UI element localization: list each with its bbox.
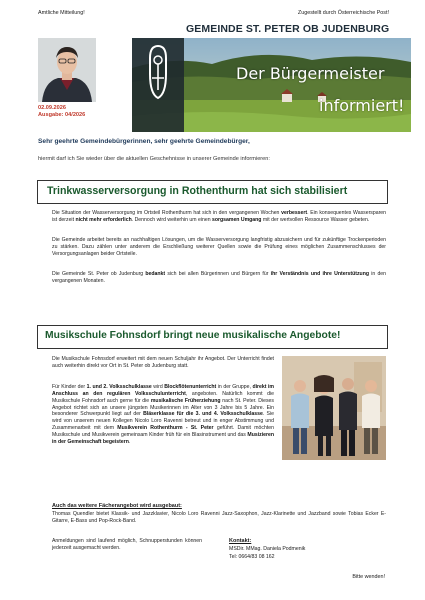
page-title: GEMEINDE ST. PETER OB JUDENBURG — [186, 23, 390, 35]
contact-phone: Tel: 0664/83 08 162 — [229, 554, 275, 560]
banner-image — [132, 38, 411, 132]
contact-label: Kontakt: — [229, 538, 252, 544]
issue-date: 02.09.2026 — [38, 105, 66, 111]
issue-info — [38, 105, 85, 120]
section1-paragraph-3: Die Gemeinde St. Peter ob Judenburg bedankt sich bei allen Bürgerinnen und Bürgern für ihr Verständnis und ihre Unterstützung in den vergangenen Monaten. — [52, 271, 387, 284]
intro-text: hiermit darf ich Sie wieder über die aktuellen Geschehnisse in unserer Gemeinde informieren: — [38, 156, 270, 162]
issue-number: Ausgabe: 04/2026 — [38, 112, 86, 119]
mayor-photo — [38, 38, 96, 102]
greeting: Sehr geehrte Gemeindebürgerinnen, sehr geehrte Gemeindebürger, — [38, 138, 250, 145]
section1-paragraph-1: Die Situation der Wasserversorgung im Ortsteil Rothenthurm hat sich in den vergangenen Wochen verbessert. Ein konsequentes Wassersparen ist derzeit nicht mehr erforderlich. Dennoch wird weiterhin um einen sorgsamen Umgang mit der wertvollen Ressource Wasser gebeten. — [52, 210, 387, 223]
section1-paragraph-2: Die Gemeinde arbeitet bereits an nachhaltigen Lösungen, um die Wasserversorgung langfristig abzusichern und für zukünftige Trockenperioden zu stärken. Dazu zählen unter anderem die Erschließung weiterer Quellen sowie die Prüfung eines möglichen Zusammenschlusses der Versorgungsanlagen beider Ortsteile. — [52, 237, 386, 257]
banner-headline-2: informiert! — [319, 96, 405, 115]
music-teachers-photo — [282, 356, 386, 460]
banner-headline-1: Der Bürgermeister — [236, 64, 385, 83]
offer-text: Thomas Quendler bietet Klassik- und Jazzklavier, Nicolo Loro Ravenni Jazz-Saxophon, Jazz-Klarinette und Jazzband sowie Tobias Ecker E-Gitarre, E-Bass und Pop-Rock-Band. — [52, 511, 386, 524]
section1-title: Trinkwasserversorgung in Rothenthurm hat sich stabilisiert — [47, 185, 348, 197]
section2-paragraph-2: Für Kinder der 1. und 2. Volksschulklasse wird Blockflötenunterricht in der Gruppe, direkt im Anschluss an den regulären Volksschulunterricht, angeboten. Natürlich kommt die Musikschule Fohnsdorf auch gerne für die musikalische Früherziehung nach St. Peter. Dieses Angebot richtet sich an unsere jüngsten Musikerinnen im Alter von 3 Jahre bis 5 Jahre. Ein besonderer Schwerpunkt liegt auf der Bläserklasse für die 3. und 4. Volksschulklasse. Sie wird von unserem neuen Kollegen Nicolo Loro Ravenni betreut und in enger Abstimmung und Zusammenarbeit mit dem Musikverein Rothenthurm - St. Peter geführt. Damit möchten Musikschule und Musikverein gemeinsam Kinder früh für ein Blasinstrument und das Musizieren in der Gemeinschaft begeistern. — [52, 384, 274, 445]
section2-paragraph-1: Die Musikschule Fohnsdorf erweitert mit dem neuen Schuljahr ihr Angebot. Der Unterricht findet auch weiterhin direkt vor Ort in St. Peter ob Judenburg statt. — [52, 356, 274, 369]
section2-title: Musikschule Fohnsdorf bringt neue musikalische Angebote! — [45, 330, 341, 341]
signup-text: Anmeldungen sind laufend möglich, Schnupperstunden können jederzeit ausgemacht werden. — [52, 538, 202, 551]
contact-name: MSDir. MMag. Daniela Podmenik — [229, 546, 306, 552]
header-right-note: Zugestellt durch Österreichische Post! — [297, 10, 389, 16]
offer-heading: Auch das weitere Fächerangebot wird ausgebaut: — [52, 503, 182, 509]
header-left-note: Amtliche Mitteilung! — [38, 10, 85, 16]
page-footer-note: Bitte wenden! — [352, 574, 385, 580]
